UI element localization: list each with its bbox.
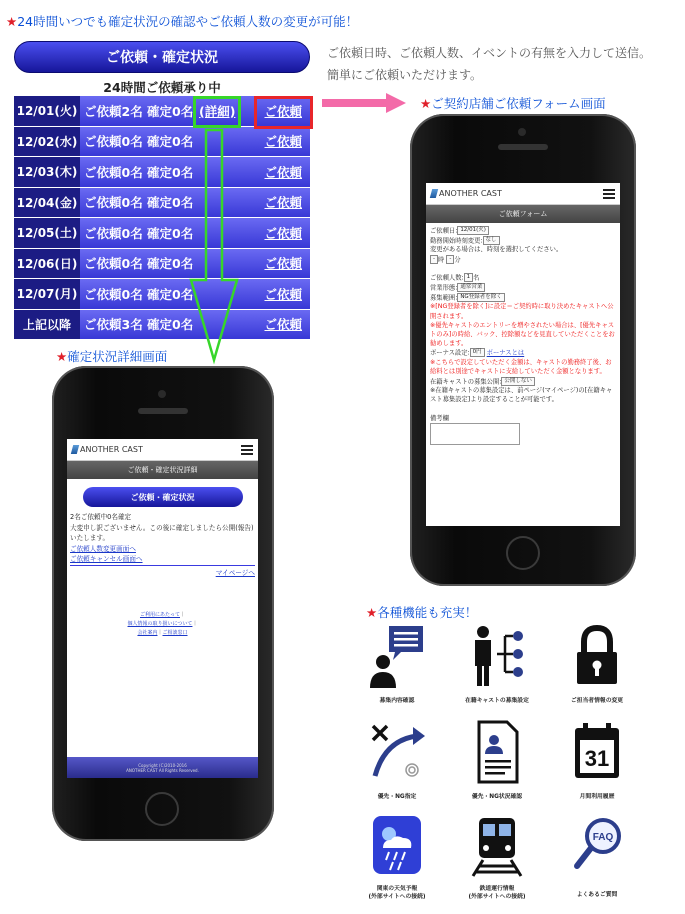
- row-date: 12/06(日): [14, 249, 80, 279]
- form-screen: [426, 183, 620, 526]
- detail-screen: [67, 439, 258, 778]
- chat-person-icon: [367, 622, 427, 690]
- calendar-day: 31: [584, 746, 610, 771]
- menu-icon[interactable]: [241, 445, 253, 455]
- request-link[interactable]: ご依頼: [264, 164, 302, 180]
- menu-icon[interactable]: [603, 189, 615, 199]
- pink-arrow-icon: [320, 92, 410, 114]
- camera-icon: [518, 128, 526, 136]
- request-link[interactable]: ご依頼: [264, 256, 302, 272]
- feature-train-info[interactable]: 鉄道運行情報 (外部サイトへの接続): [452, 814, 542, 901]
- detail-summary: 2名ご依頼中0名確定: [70, 513, 132, 521]
- people-select[interactable]: 1: [464, 273, 474, 282]
- camera-icon: [158, 390, 166, 398]
- request-link[interactable]: ご依頼: [264, 195, 302, 211]
- row-date: 12/07(月): [14, 279, 80, 309]
- business-type-select[interactable]: 通常営業: [457, 283, 485, 292]
- detail-title-bar: ご依頼・確定状況詳細: [67, 461, 258, 479]
- table-row: [14, 279, 310, 310]
- request-link[interactable]: ご依頼: [264, 134, 302, 150]
- feature-weather[interactable]: 関東の天気予報 (外部サイトへの接続): [352, 814, 442, 901]
- row-status: ご依頼0名 確定0名: [84, 134, 194, 150]
- feature-priority-status: 優先・NG状況確認: [452, 718, 542, 802]
- speaker-grille: [498, 144, 548, 150]
- footer-links: ご利用にあたって｜ 個人情報の取り扱いについて｜ 会社案内｜ご相談窓口: [127, 611, 198, 636]
- feature-cast-recruit: 在籍キャストの募集設定: [452, 622, 542, 706]
- row-date: 12/02(水): [14, 127, 80, 157]
- detail-highlight: [193, 96, 241, 128]
- speaker-grille: [138, 408, 188, 414]
- request-link[interactable]: ご依頼: [264, 286, 302, 302]
- table-row: [14, 249, 310, 280]
- row-date: 上記以降: [14, 310, 80, 340]
- weather-icon: [367, 814, 427, 878]
- row-status: ご依頼0名 確定0名: [84, 286, 194, 302]
- detail-link[interactable]: (詳細): [199, 103, 236, 119]
- status-table: [14, 96, 310, 340]
- table-row: [14, 188, 310, 219]
- table-row: [14, 157, 310, 188]
- range-select[interactable]: NG登録者を除く: [457, 293, 504, 302]
- row-date: 12/04(金): [14, 188, 80, 218]
- form-screen-label: ★ご契約店舗ご依頼フォーム画面: [420, 96, 606, 111]
- document-profile-icon: [467, 718, 527, 786]
- feature-faq[interactable]: FAQ よくあるご質問: [552, 814, 642, 900]
- app-logo: ANOTHER CAST: [72, 445, 143, 454]
- row-date: 12/01(火): [14, 96, 80, 126]
- row-status: ご依頼2名 確定0名: [84, 103, 194, 119]
- request-link[interactable]: ご依頼: [264, 225, 302, 241]
- faq-icon: [567, 814, 627, 878]
- calendar-icon: [567, 718, 627, 786]
- org-chart-icon: [467, 622, 527, 690]
- row-date: 12/05(土): [14, 218, 80, 248]
- row-status: ご依頼3名 確定0名: [84, 317, 194, 333]
- request-link[interactable]: ご依頼: [264, 317, 302, 333]
- feature-recruit-check: 募集内容確認: [352, 622, 442, 706]
- request-form: ご依頼日: 12/01(火) 勤務開始時刻変更: なし 変更がある場合は、時刻を選択してください。 - 時 - 分 ご依頼人数: 1 名 営業形態: 通常営業 募集範囲: NG登録者を除く ※[NG登録者を除く]に設定＝ご契約時に取り決めたキャストへ公開されます。 ※優先キャストのエントリーを増やされたい場合は、[優先キャストのみ]の時給、バック、控除額などを見直していただくことをお勧めします。 ボーナス設定: 0円 ボーナスとは ※こちらで設定していただく金額は、キャストの勤務終了後、お給料とは別途でキャストに支給していただく金額となります。 在籍キャストの募集公開: 公開しない ※在籍キャストの募集設定は、前ページ(マイページ)の[在籍キャスト募集設定]より設定することが可能です。 備考欄: [426, 223, 620, 448]
- padlock-icon: [567, 622, 627, 690]
- feature-monthly-history: 31 月間利用履歴: [552, 718, 642, 802]
- cancel-request-link[interactable]: ご依頼キャンセル画面へ: [70, 555, 143, 563]
- minute-select[interactable]: -: [446, 255, 454, 264]
- form-phone: [410, 114, 636, 586]
- app-logo: ANOTHER CAST: [431, 189, 502, 198]
- form-description: ご依頼日時、ご依頼人数、イベントの有無を入力して送信。 簡単にご依頼いただけます。: [327, 46, 652, 82]
- row-status: ご依頼0名 確定0名: [84, 164, 194, 180]
- change-people-link[interactable]: ご依頼人数変更画面へ: [70, 544, 136, 553]
- row-date: 12/03(木): [14, 157, 80, 187]
- start-change-select[interactable]: なし: [483, 236, 500, 245]
- detail-apology: 大変申し訳ございません。この後に確定しましたら公開(報告)いたします。: [70, 523, 254, 542]
- status-subtitle: 24時間ご依頼承り中: [103, 80, 221, 95]
- headline: ★24時間いつでも確定状況の確認やご依頼人数の変更が可能！: [6, 14, 359, 29]
- bonus-help-link[interactable]: ボーナスとは: [486, 349, 525, 357]
- home-button: [506, 536, 540, 570]
- train-icon: [467, 814, 527, 878]
- mypage-link[interactable]: マイページへ: [215, 568, 255, 577]
- detail-screen-label: ★確定状況詳細画面: [56, 349, 168, 364]
- request-link[interactable]: ご依頼: [264, 103, 302, 119]
- row-status: ご依頼0名 確定0名: [84, 225, 194, 241]
- detail-phone: [52, 366, 274, 841]
- features-label: ★各種機能も充実！: [366, 605, 478, 620]
- date-select[interactable]: 12/01(火): [457, 226, 489, 235]
- hour-select[interactable]: -: [430, 255, 438, 264]
- detail-status-pill: ご依頼・確定状況: [83, 487, 243, 507]
- contact-link[interactable]: ご相談窓口: [162, 629, 188, 636]
- public-select[interactable]: 公開しない: [501, 377, 535, 386]
- table-row: [14, 127, 310, 158]
- remarks-textarea[interactable]: [430, 423, 520, 445]
- home-button: [145, 792, 179, 826]
- reject-arrow-icon: [367, 718, 427, 786]
- form-title-bar: ご依頼フォーム: [426, 205, 620, 223]
- bonus-select[interactable]: 0円: [470, 348, 485, 357]
- feature-contact-change: ご担当者情報の変更: [552, 622, 642, 706]
- row-status: ご依頼0名 確定0名: [84, 195, 194, 211]
- table-row: [14, 218, 310, 249]
- green-arrow-icon: [185, 128, 245, 366]
- feature-priority-ng: 優先・NG指定: [352, 718, 442, 802]
- company-link[interactable]: 会社案内: [137, 629, 158, 636]
- privacy-link[interactable]: 個人情報の取り扱いについて: [127, 620, 193, 627]
- request-highlight: [254, 96, 313, 129]
- terms-link[interactable]: ご利用にあたって: [139, 611, 180, 618]
- status-banner: ご依頼・確定状況: [14, 41, 310, 73]
- copyright: Copyright (C)2010-2016 ANOTHER CAST All Rights Reserved.: [67, 757, 258, 778]
- faq-text: FAQ: [592, 832, 614, 843]
- row-status: ご依頼0名 確定0名: [84, 256, 194, 272]
- table-row: [14, 310, 310, 341]
